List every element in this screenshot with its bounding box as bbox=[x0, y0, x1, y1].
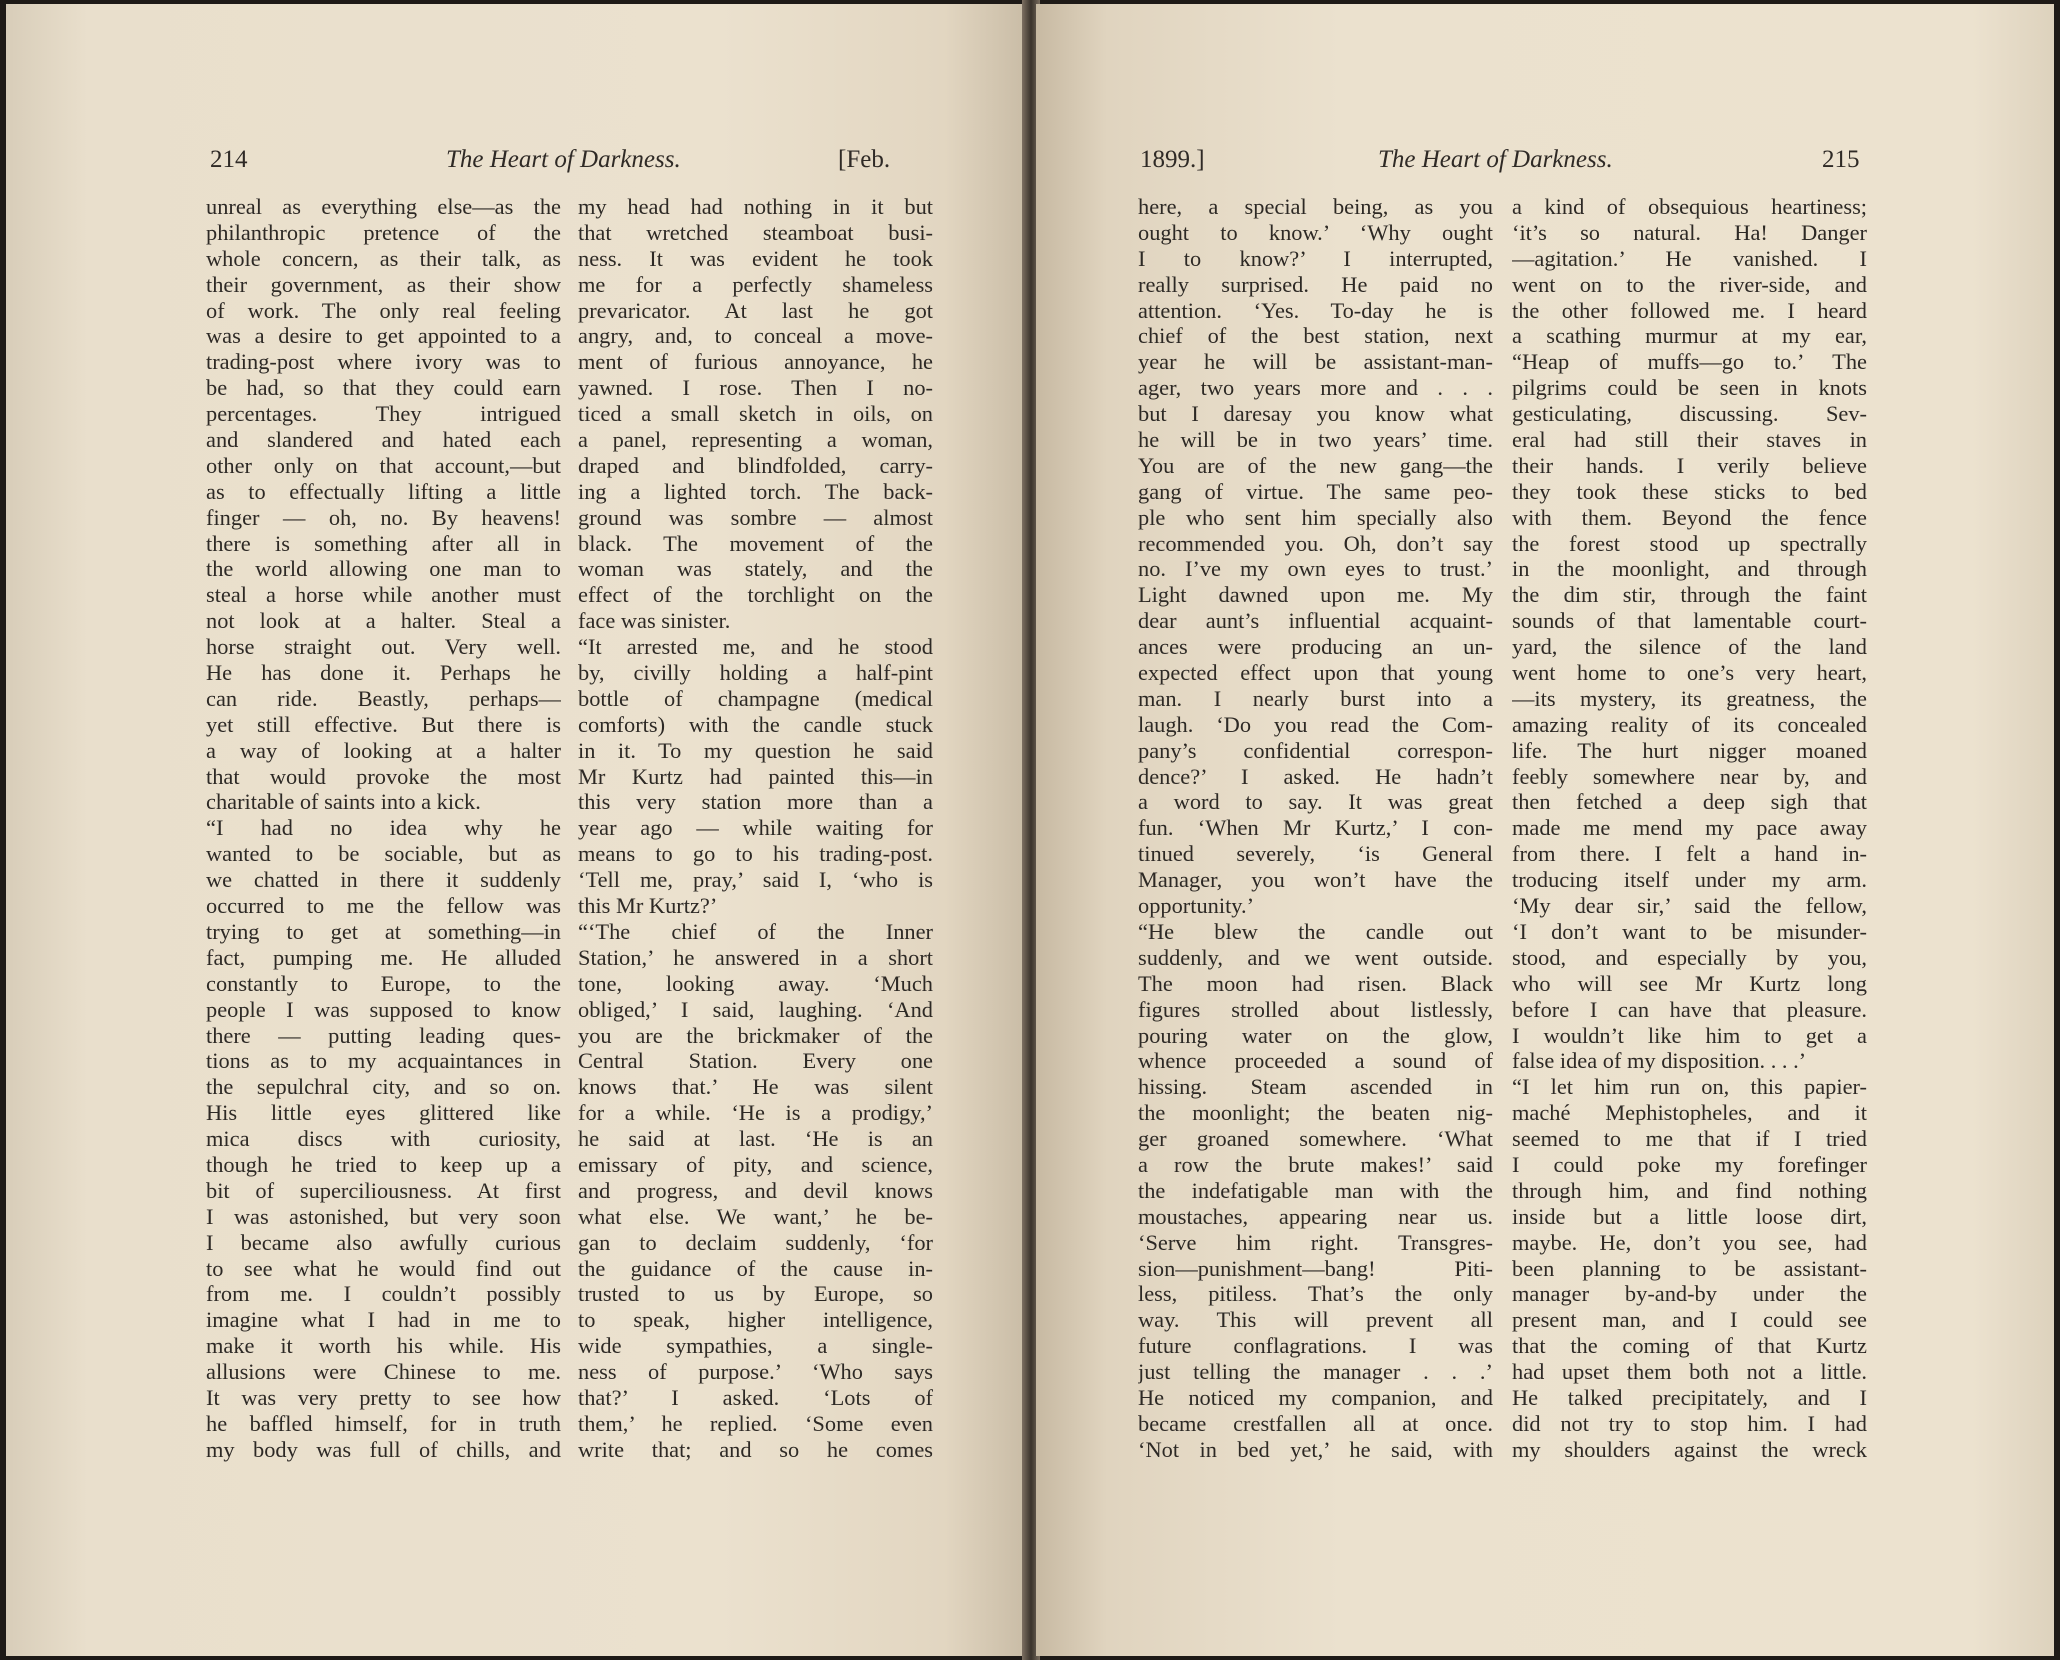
text-line: tone, looking away. ‘Much bbox=[578, 970, 933, 996]
text-line: means to go to his trading-post. bbox=[578, 841, 933, 867]
text-line: “He blew the candle out bbox=[1138, 918, 1493, 944]
text-line: there is something after all in bbox=[206, 530, 561, 556]
text-line: in the moonlight, and through bbox=[1512, 556, 1867, 582]
text-line: he will be in two years’ time. bbox=[1138, 427, 1493, 453]
text-line: man. I nearly burst into a bbox=[1138, 685, 1493, 711]
text-line: that the coming of that Kurtz bbox=[1512, 1333, 1867, 1359]
text-line: obliged,’ I said, laughing. ‘And bbox=[578, 996, 933, 1022]
text-line: year he will be assistant-man- bbox=[1138, 349, 1493, 375]
text-line: dear aunt’s influential acquaint- bbox=[1138, 608, 1493, 634]
text-line: percentages. They intrigued bbox=[206, 401, 561, 427]
text-line: to speak, higher intelligence, bbox=[578, 1307, 933, 1333]
text-line: been planning to be assistant- bbox=[1512, 1255, 1867, 1281]
text-line: a panel, representing a woman, bbox=[578, 427, 933, 453]
text-line: the world allowing one man to bbox=[206, 556, 561, 582]
text-line: ment of furious annoyance, he bbox=[578, 349, 933, 375]
text-line: draped and blindfolded, carry- bbox=[578, 452, 933, 478]
right-page-number: 215 bbox=[1822, 146, 1860, 173]
text-line: way. This will prevent all bbox=[1138, 1307, 1493, 1333]
text-line: tinued severely, ‘is General bbox=[1138, 841, 1493, 867]
text-line: recommended you. Oh, don’t say bbox=[1138, 530, 1493, 556]
text-line: though he tried to keep up a bbox=[206, 1151, 561, 1177]
text-line: —its mystery, its greatness, the bbox=[1512, 685, 1867, 711]
left-page-column-1 bbox=[206, 194, 561, 1463]
text-line: yard, the silence of the land bbox=[1512, 634, 1867, 660]
text-line: trusted to us by Europe, so bbox=[578, 1281, 933, 1307]
text-line: that wretched steamboat busi- bbox=[578, 219, 933, 245]
text-line: I to know?’ I interrupted, bbox=[1138, 245, 1493, 271]
text-line: bit of superciliousness. At first bbox=[206, 1177, 561, 1203]
text-line: I wouldn’t like him to get a bbox=[1512, 1022, 1867, 1048]
text-line: face was sinister. bbox=[578, 608, 731, 634]
text-line: opportunity.’ bbox=[1138, 893, 1255, 919]
text-line: be had, so that they could earn bbox=[206, 375, 561, 401]
text-line: gan to declaim suddenly, ‘for bbox=[578, 1229, 933, 1255]
text-line: It was very pretty to see how bbox=[206, 1384, 561, 1410]
text-line: made me mend my pace away bbox=[1512, 815, 1867, 841]
text-line: and progress, and devil knows bbox=[578, 1177, 933, 1203]
text-line: He has done it. Perhaps he bbox=[206, 660, 561, 686]
text-line: year ago — while waiting for bbox=[578, 815, 933, 841]
text-line: bottle of champagne (medical bbox=[578, 685, 933, 711]
text-line: pilgrims could be seen in knots bbox=[1512, 375, 1867, 401]
text-line: sion—punishment—bang! Piti- bbox=[1138, 1255, 1493, 1281]
text-line: whence proceeded a sound of bbox=[1138, 1048, 1493, 1074]
text-line: my head had nothing in it but bbox=[578, 194, 933, 219]
right-running-date: 1899.] bbox=[1140, 146, 1205, 173]
text-line: their hands. I verily believe bbox=[1512, 452, 1867, 478]
text-line: whole concern, as their talk, as bbox=[206, 245, 561, 271]
text-line: “I had no idea why he bbox=[206, 815, 561, 841]
text-line: ‘Not in bed yet,’ he said, with bbox=[1138, 1436, 1493, 1462]
text-line: hissing. Steam ascended in bbox=[1138, 1074, 1493, 1100]
text-line: the indefatigable man with the bbox=[1138, 1177, 1493, 1203]
text-line: “I let him run on, this papier- bbox=[1512, 1074, 1867, 1100]
text-line: wide sympathies, a single- bbox=[578, 1333, 933, 1359]
text-line: not look at a halter. Steal a bbox=[206, 608, 561, 634]
text-line: inside but a little loose dirt, bbox=[1512, 1203, 1867, 1229]
text-line: through him, and find nothing bbox=[1512, 1177, 1867, 1203]
text-line: dence?’ I asked. He hadn’t bbox=[1138, 763, 1493, 789]
text-line: he baffled himself, for in truth bbox=[206, 1410, 561, 1436]
text-line: really surprised. He paid no bbox=[1138, 271, 1493, 297]
text-line: false idea of my disposition. . . .’ bbox=[1512, 1048, 1807, 1074]
text-line: suddenly, and we went outside. bbox=[1138, 944, 1493, 970]
text-line: ness. It was evident he took bbox=[578, 245, 933, 271]
text-line: constantly to Europe, to the bbox=[206, 970, 561, 996]
text-line: gang of virtue. The same peo- bbox=[1138, 478, 1493, 504]
text-line: feebly somewhere near by, and bbox=[1512, 763, 1867, 789]
right-page-column-1 bbox=[1138, 194, 1493, 1463]
text-line: manager by-and-by under the bbox=[1512, 1281, 1867, 1307]
text-line: present man, and I could see bbox=[1512, 1307, 1867, 1333]
text-line: ‘Tell me, pray,’ said I, ‘who is bbox=[578, 867, 933, 893]
text-line: you are the brickmaker of the bbox=[578, 1022, 933, 1048]
text-line: I could poke my forefinger bbox=[1512, 1151, 1867, 1177]
text-line: Central Station. Every one bbox=[578, 1048, 933, 1074]
text-line: from there. I felt a hand in- bbox=[1512, 841, 1867, 867]
text-line: who will see Mr Kurtz long bbox=[1512, 970, 1867, 996]
left-running-title: The Heart of Darkness. bbox=[446, 146, 681, 173]
text-line: future conflagrations. I was bbox=[1138, 1333, 1493, 1359]
text-line: the guidance of the cause in- bbox=[578, 1255, 933, 1281]
text-line: ought to know.’ ‘Why ought bbox=[1138, 219, 1493, 245]
text-line: He talked precipitately, and I bbox=[1512, 1384, 1867, 1410]
text-line: Light dawned upon me. My bbox=[1138, 582, 1493, 608]
text-line: I became also awfully curious bbox=[206, 1229, 561, 1255]
text-line: angry, and, to conceal a move- bbox=[578, 323, 933, 349]
text-line: Manager, you won’t have the bbox=[1138, 867, 1493, 893]
text-line: my shoulders against the wreck bbox=[1512, 1436, 1867, 1462]
text-line: “Heap of muffs—go to.’ The bbox=[1512, 349, 1867, 375]
text-line: a row the brute makes!’ said bbox=[1138, 1151, 1493, 1177]
right-page bbox=[1036, 4, 2054, 1656]
right-page-column-2 bbox=[1512, 194, 1867, 1463]
text-line: the dim stir, through the faint bbox=[1512, 582, 1867, 608]
text-line: prevaricator. At last he got bbox=[578, 297, 933, 323]
text-line: what else. We want,’ he be- bbox=[578, 1203, 933, 1229]
text-line: make it worth his while. His bbox=[206, 1333, 561, 1359]
text-line: effect of the torchlight on the bbox=[578, 582, 933, 608]
text-line: that?’ I asked. ‘Lots of bbox=[578, 1384, 933, 1410]
text-line: ple who sent him specially also bbox=[1138, 504, 1493, 530]
text-line: black. The movement of the bbox=[578, 530, 933, 556]
text-line: life. The hurt nigger moaned bbox=[1512, 737, 1867, 763]
text-line: of work. The only real feeling bbox=[206, 297, 561, 323]
text-line: occurred to me the fellow was bbox=[206, 893, 561, 919]
text-line: the moonlight; the beaten nig- bbox=[1138, 1100, 1493, 1126]
text-line: He noticed my companion, and bbox=[1138, 1384, 1493, 1410]
text-line: charitable of saints into a kick. bbox=[206, 789, 481, 815]
text-line: went on to the river-side, and bbox=[1512, 271, 1867, 297]
text-line: to see what he would find out bbox=[206, 1255, 561, 1281]
text-line: me for a perfectly shameless bbox=[578, 271, 933, 297]
text-line: ground was sombre — almost bbox=[578, 504, 933, 530]
text-line: write that; and so he comes bbox=[578, 1436, 933, 1462]
left-page-number: 214 bbox=[210, 146, 248, 173]
text-line: the forest stood up spectrally bbox=[1512, 530, 1867, 556]
text-line: ‘it’s so natural. Ha! Danger bbox=[1512, 219, 1867, 245]
text-line: for a while. ‘He is a prodigy,’ bbox=[578, 1100, 933, 1126]
text-line: their government, as their show bbox=[206, 271, 561, 297]
text-line: ‘I don’t want to be misunder- bbox=[1512, 918, 1867, 944]
text-line: Station,’ he answered in a short bbox=[578, 944, 933, 970]
text-line: he said at last. ‘He is an bbox=[578, 1126, 933, 1152]
text-line: emissary of pity, and science, bbox=[578, 1151, 933, 1177]
text-line: trading-post where ivory was to bbox=[206, 349, 561, 375]
left-running-head bbox=[6, 146, 1026, 186]
text-line: there — putting leading ques- bbox=[206, 1022, 561, 1048]
text-line: trying to get at something—in bbox=[206, 918, 561, 944]
text-line: “‘The chief of the Inner bbox=[578, 918, 933, 944]
text-line: ‘Serve him right. Transgres- bbox=[1138, 1229, 1493, 1255]
text-line: His little eyes glittered like bbox=[206, 1100, 561, 1126]
left-page-column-2 bbox=[578, 194, 933, 1463]
text-line: ticed a small sketch in oils, on bbox=[578, 401, 933, 427]
text-line: I was astonished, but very soon bbox=[206, 1203, 561, 1229]
text-line: gesticulating, discussing. Sev- bbox=[1512, 401, 1867, 427]
text-line: chief of the best station, next bbox=[1138, 323, 1493, 349]
left-running-date: [Feb. bbox=[838, 146, 891, 173]
left-page bbox=[6, 4, 1026, 1656]
text-line: pany’s confidential correspon- bbox=[1138, 737, 1493, 763]
text-line: people I was supposed to know bbox=[206, 996, 561, 1022]
text-line: finger — oh, no. By heavens! bbox=[206, 504, 561, 530]
text-line: sounds of that lamentable court- bbox=[1512, 608, 1867, 634]
text-line: philanthropic pretence of the bbox=[206, 219, 561, 245]
text-line: attention. ‘Yes. To-day he is bbox=[1138, 297, 1493, 323]
text-line: horse straight out. Very well. bbox=[206, 634, 561, 660]
text-line: pouring water on the glow, bbox=[1138, 1022, 1493, 1048]
text-line: expected effect upon that young bbox=[1138, 660, 1493, 686]
text-line: in it. To my question he said bbox=[578, 737, 933, 763]
text-line: ger groaned somewhere. ‘What bbox=[1138, 1126, 1493, 1152]
text-line: tions as to my acquaintances in bbox=[206, 1048, 561, 1074]
text-line: a way of looking at a halter bbox=[206, 737, 561, 763]
text-line: the other followed me. I heard bbox=[1512, 297, 1867, 323]
text-line: other only on that account,—but bbox=[206, 452, 561, 478]
text-line: amazing reality of its concealed bbox=[1512, 711, 1867, 737]
text-line: from me. I couldn’t possibly bbox=[206, 1281, 561, 1307]
text-line: and slandered and hated each bbox=[206, 427, 561, 453]
text-line: no. I’ve my own eyes to trust.’ bbox=[1138, 556, 1493, 582]
text-line: imagine what I had in me to bbox=[206, 1307, 561, 1333]
text-line: then fetched a deep sigh that bbox=[1512, 789, 1867, 815]
text-line: steal a horse while another must bbox=[206, 582, 561, 608]
text-line: troducing itself under my arm. bbox=[1512, 867, 1867, 893]
text-line: ances were producing an un- bbox=[1138, 634, 1493, 660]
text-line: moustaches, appearing near us. bbox=[1138, 1203, 1493, 1229]
text-line: a kind of obsequious heartiness; bbox=[1512, 194, 1867, 219]
text-line: yawned. I rose. Then I no- bbox=[578, 375, 933, 401]
text-line: mica discs with curiosity, bbox=[206, 1126, 561, 1152]
text-line: figures strolled about listlessly, bbox=[1138, 996, 1493, 1022]
right-running-title: The Heart of Darkness. bbox=[1378, 146, 1613, 173]
text-line: did not try to stop him. I had bbox=[1512, 1410, 1867, 1436]
text-line: had upset them both not a little. bbox=[1512, 1359, 1867, 1385]
text-line: that would provoke the most bbox=[206, 763, 561, 789]
text-line: wanted to be sociable, but as bbox=[206, 841, 561, 867]
text-line: unreal as everything else—as the bbox=[206, 194, 561, 219]
text-line: yet still effective. But there is bbox=[206, 711, 561, 737]
text-line: this very station more than a bbox=[578, 789, 933, 815]
text-line: comforts) with the candle stuck bbox=[578, 711, 933, 737]
text-line: was a desire to get appointed to a bbox=[206, 323, 561, 349]
text-line: maché Mephistopheles, and it bbox=[1512, 1100, 1867, 1126]
text-line: allusions were Chinese to me. bbox=[206, 1359, 561, 1385]
text-line: fact, pumping me. He alluded bbox=[206, 944, 561, 970]
text-line: this Mr Kurtz?’ bbox=[578, 893, 718, 919]
text-line: woman was stately, and the bbox=[578, 556, 933, 582]
text-line: we chatted in there it suddenly bbox=[206, 867, 561, 893]
text-line: can ride. Beastly, perhaps— bbox=[206, 685, 561, 711]
text-line: went home to one’s very heart, bbox=[1512, 660, 1867, 686]
text-line: You are of the new gang—the bbox=[1138, 452, 1493, 478]
text-line: but I daresay you know what bbox=[1138, 401, 1493, 427]
text-line: —agitation.’ He vanished. I bbox=[1512, 245, 1867, 271]
text-line: eral had still their staves in bbox=[1512, 427, 1867, 453]
text-line: The moon had risen. Black bbox=[1138, 970, 1493, 996]
text-line: ‘My dear sir,’ said the fellow, bbox=[1512, 893, 1867, 919]
text-line: ing a lighted torch. The back- bbox=[578, 478, 933, 504]
text-line: ager, two years more and . . . bbox=[1138, 375, 1493, 401]
text-line: Mr Kurtz had painted this—in bbox=[578, 763, 933, 789]
text-line: laugh. ‘Do you read the Com- bbox=[1138, 711, 1493, 737]
text-line: them,’ he replied. ‘Some even bbox=[578, 1410, 933, 1436]
text-line: with them. Beyond the fence bbox=[1512, 504, 1867, 530]
text-line: before I can have that pleasure. bbox=[1512, 996, 1867, 1022]
text-line: less, pitiless. That’s the only bbox=[1138, 1281, 1493, 1307]
text-line: became crestfallen all at once. bbox=[1138, 1410, 1493, 1436]
text-line: fun. ‘When Mr Kurtz,’ I con- bbox=[1138, 815, 1493, 841]
text-line: knows that.’ He was silent bbox=[578, 1074, 933, 1100]
text-line: a scathing murmur at my ear, bbox=[1512, 323, 1867, 349]
text-line: maybe. He, don’t you see, had bbox=[1512, 1229, 1867, 1255]
text-line: a word to say. It was great bbox=[1138, 789, 1493, 815]
text-line: by, civilly holding a half-pint bbox=[578, 660, 933, 686]
right-running-head bbox=[1036, 146, 2054, 186]
text-line: as to effectually lifting a little bbox=[206, 478, 561, 504]
text-line: “It arrested me, and he stood bbox=[578, 634, 933, 660]
text-line: the sepulchral city, and so on. bbox=[206, 1074, 561, 1100]
text-line: they took these sticks to bed bbox=[1512, 478, 1867, 504]
text-line: ness of purpose.’ ‘Who says bbox=[578, 1359, 933, 1385]
text-line: my body was full of chills, and bbox=[206, 1436, 561, 1462]
text-line: stood, and especially by you, bbox=[1512, 944, 1867, 970]
text-line: seemed to me that if I tried bbox=[1512, 1126, 1867, 1152]
text-line: here, a special being, as you bbox=[1138, 194, 1493, 219]
text-line: just telling the manager . . .’ bbox=[1138, 1359, 1493, 1385]
